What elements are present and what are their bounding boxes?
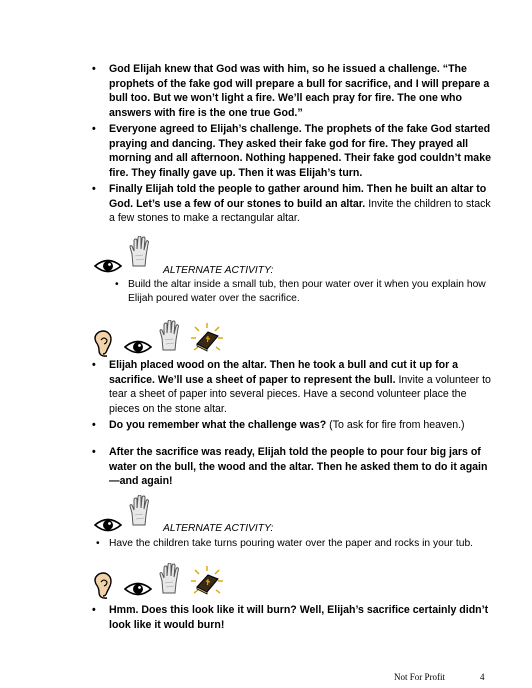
hand-icon	[128, 495, 152, 527]
footer-label: Not For Profit	[394, 672, 446, 682]
eye-icon	[94, 516, 122, 534]
bullet-bold-text: God Elijah knew that God was with him, so he issued a challenge. “The prophets of the fake god will prepare a bull for sacrifice, and I will prepare a bull too. But we won’t light a fire. We’ll each pray for fire. The one who answers with fire is the one true God.”	[109, 63, 490, 119]
bullet-mark: •	[92, 183, 96, 195]
eye-icon	[124, 338, 152, 356]
bible-icon	[190, 322, 224, 356]
bullet-plain-text: Invite a volunteer to tear a sheet of paper into several pieces. Have a second volunteer place the pieces on the stone altar.	[109, 373, 491, 415]
hand-icon	[158, 320, 182, 352]
alternate-activity-title: ALTERNATE ACTIVITY:	[163, 265, 274, 276]
bullet-mark: •	[96, 538, 100, 549]
bullet-bold-text: Hmm. Does this look like it will burn? Well, Elijah’s sacrifice certainly didn’t look like it would burn!	[109, 604, 489, 631]
alternate-activity-text: Build the altar inside a small tub, then pour water over it when you explain how Elijah poured water over the sacrifice.	[128, 279, 486, 304]
bullet-mark: •	[92, 123, 96, 135]
bullet-plain-text: (To ask for fire from heaven.)	[326, 419, 465, 431]
bullet-wood-altar	[92, 358, 492, 416]
bullet-bold-text: Everyone agreed to Elijah’s challenge. The prophets of the fake God started praying and dancing. They asked their fake god for fire. They prayed all morning and all afternoon. Nothing happened. Their fake god couldn’t make fire. They finally gave up. Then it was Elijah’s turn.	[109, 123, 491, 179]
bullet-agreed	[92, 122, 492, 180]
page-number: 4	[480, 672, 485, 682]
bullet-bold-text: Elijah placed wood on the altar. Then he took a bull and cut it up for a sacrifice. We’ll use a sheet of paper to represent the bull.	[109, 359, 459, 386]
bullet-bold-text: After the sacrifice was ready, Elijah told the people to pour four big jars of water on the bull, the wood and the altar. Then he asked them to do it again—and again!	[109, 446, 488, 488]
bullet-build-altar	[92, 182, 492, 226]
bullet-remember-challenge	[92, 418, 492, 433]
bullet-mark: •	[92, 604, 96, 616]
bullet-mark: •	[92, 63, 96, 75]
alternate-activity-item	[96, 537, 496, 551]
alternate-activity-item	[115, 278, 495, 305]
bullet-bold-text: Finally Elijah told the people to gather around him. Then he built an altar to God. Let’s use a few of our stones to build an altar.	[109, 183, 487, 210]
ear-icon	[93, 572, 113, 600]
hand-icon	[158, 563, 182, 595]
alternate-activity-text: Have the children take turns pouring water over the paper and rocks in your tub.	[109, 538, 474, 549]
bullet-will-it-burn	[92, 603, 492, 632]
bullet-bold-text: Do you remember what the challenge was?	[109, 419, 327, 431]
alternate-activity-title: ALTERNATE ACTIVITY:	[163, 523, 274, 534]
bullet-mark: •	[92, 419, 96, 431]
bullet-challenge	[92, 62, 492, 120]
bullet-mark: •	[92, 446, 96, 458]
bullet-mark: •	[115, 279, 119, 290]
bullet-plain-text: Invite the children to stack a few stones to make a rectangular altar.	[109, 197, 491, 225]
eye-icon	[124, 580, 152, 598]
hand-icon	[128, 236, 152, 268]
ear-icon	[93, 330, 113, 358]
bible-icon	[190, 565, 224, 599]
bullet-mark: •	[92, 359, 96, 371]
bullet-pour-water	[92, 445, 492, 489]
eye-icon	[94, 257, 122, 275]
